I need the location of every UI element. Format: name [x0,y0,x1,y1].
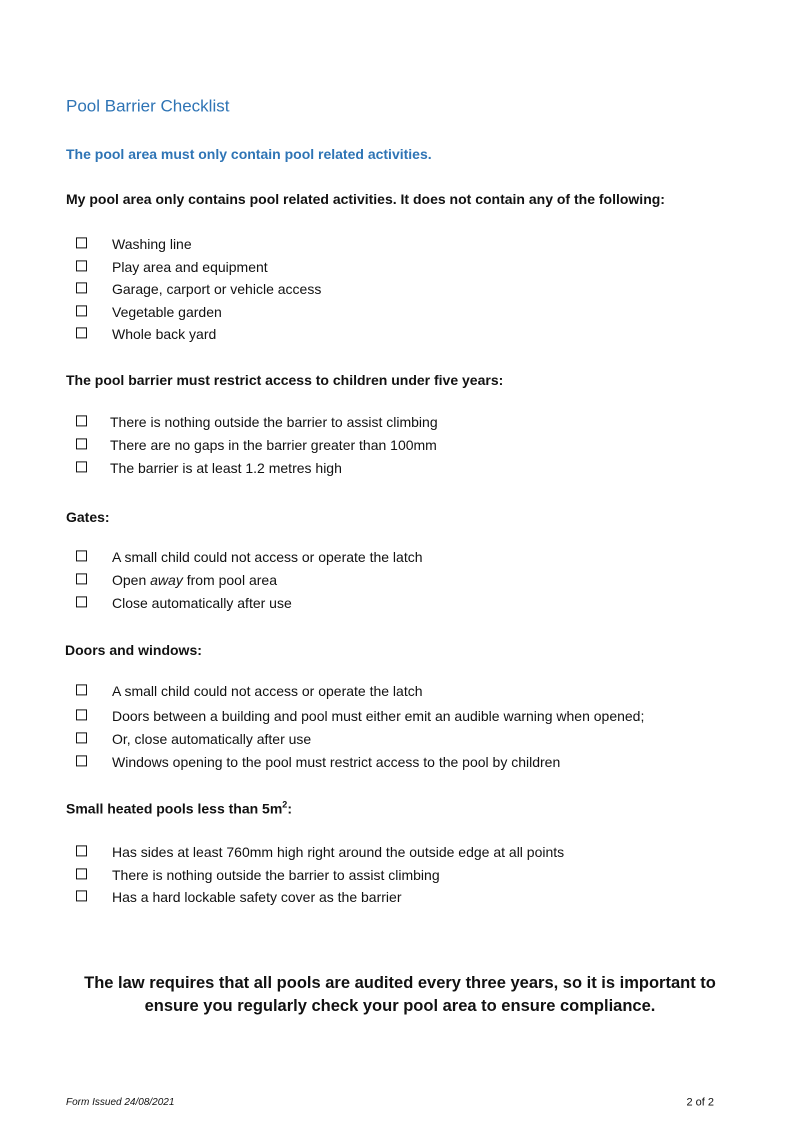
checklist-item-label: Washing line [112,236,192,252]
section-heading [66,510,110,524]
form-issued-date: Form Issued 24/08/2021 [66,1097,175,1108]
subtitle: The pool area must only contain pool related activities. [66,146,432,162]
page-number: 2 of 2 [686,1096,714,1109]
checklist-item-label: There are no gaps in the barrier greater than 100mm [110,437,437,453]
closing-line-2: ensure you regularly check your pool area to ensure compliance. [144,997,656,1015]
section-heading-text: Doors and windows: [65,642,202,658]
checklist-item-label: There is nothing outside the barrier to assist climbing [110,414,438,430]
checkbox[interactable] [76,709,87,720]
checkbox[interactable] [76,755,87,766]
checkbox[interactable] [76,868,87,879]
closing-line-1: The law requires that all pools are audited every three years, so it is important to [84,974,716,992]
checkbox[interactable] [76,890,87,901]
checkbox[interactable] [76,461,87,472]
checkbox[interactable] [76,282,87,293]
item-text-part: away [150,572,183,588]
checkbox[interactable] [76,305,87,316]
section-heading-text: Small heated pools less than 5m [66,800,283,817]
section-heading [66,192,665,206]
heading-colon: : [287,800,292,817]
section-heading-text: My pool area only contains pool related activities. It does not contain any of the following: [66,191,665,207]
closing-statement [0,972,800,1018]
checklist-item-label: A small child could not access or operate the latch [112,549,423,565]
checkbox[interactable] [76,237,87,248]
checklist-item-label: Or, close automatically after use [112,731,312,747]
checklist-item-label: The barrier is at least 1.2 metres high [110,460,342,476]
checkbox[interactable] [76,415,87,426]
item-text-part: Open [112,572,151,588]
section-heading [65,643,202,657]
checklist-item-label: Play area and equipment [112,259,268,275]
checkbox[interactable] [76,260,87,271]
superscript: 2 [282,799,288,810]
page-title: Pool Barrier Checklist [66,96,230,116]
checkbox[interactable] [76,573,87,584]
checkbox[interactable] [76,732,87,743]
checklist-item-label: There is nothing outside the barrier to assist climbing [112,867,440,883]
checkbox[interactable] [76,596,87,607]
checklist-item-label [112,573,277,587]
checklist-item-label: Doors between a building and pool must either emit an audible warning when opened; [112,708,645,724]
checkbox[interactable] [76,684,87,695]
checklist-item-label: Whole back yard [112,326,217,342]
section-heading-text: Gates: [66,509,110,525]
checklist-item-label: Vegetable garden [112,304,222,320]
section-heading [66,801,292,816]
section-heading [66,373,503,387]
item-text-part: from pool area [182,572,277,588]
checklist-item-label: Has sides at least 760mm high right around the outside edge at all points [112,844,565,860]
checklist-item-label: Garage, carport or vehicle access [112,281,322,297]
checklist-item-label: Has a hard lockable safety cover as the barrier [112,889,402,905]
checkbox[interactable] [76,550,87,561]
checkbox[interactable] [76,438,87,449]
checkbox[interactable] [76,845,87,856]
section-heading-text: The pool barrier must restrict access to children under five years: [66,372,504,388]
checklist-item-label: Windows opening to the pool must restrict access to the pool by children [112,754,561,770]
checklist-item-label: A small child could not access or operate the latch [112,683,423,699]
checklist-item-label: Close automatically after use [112,595,292,611]
checkbox[interactable] [76,327,87,338]
